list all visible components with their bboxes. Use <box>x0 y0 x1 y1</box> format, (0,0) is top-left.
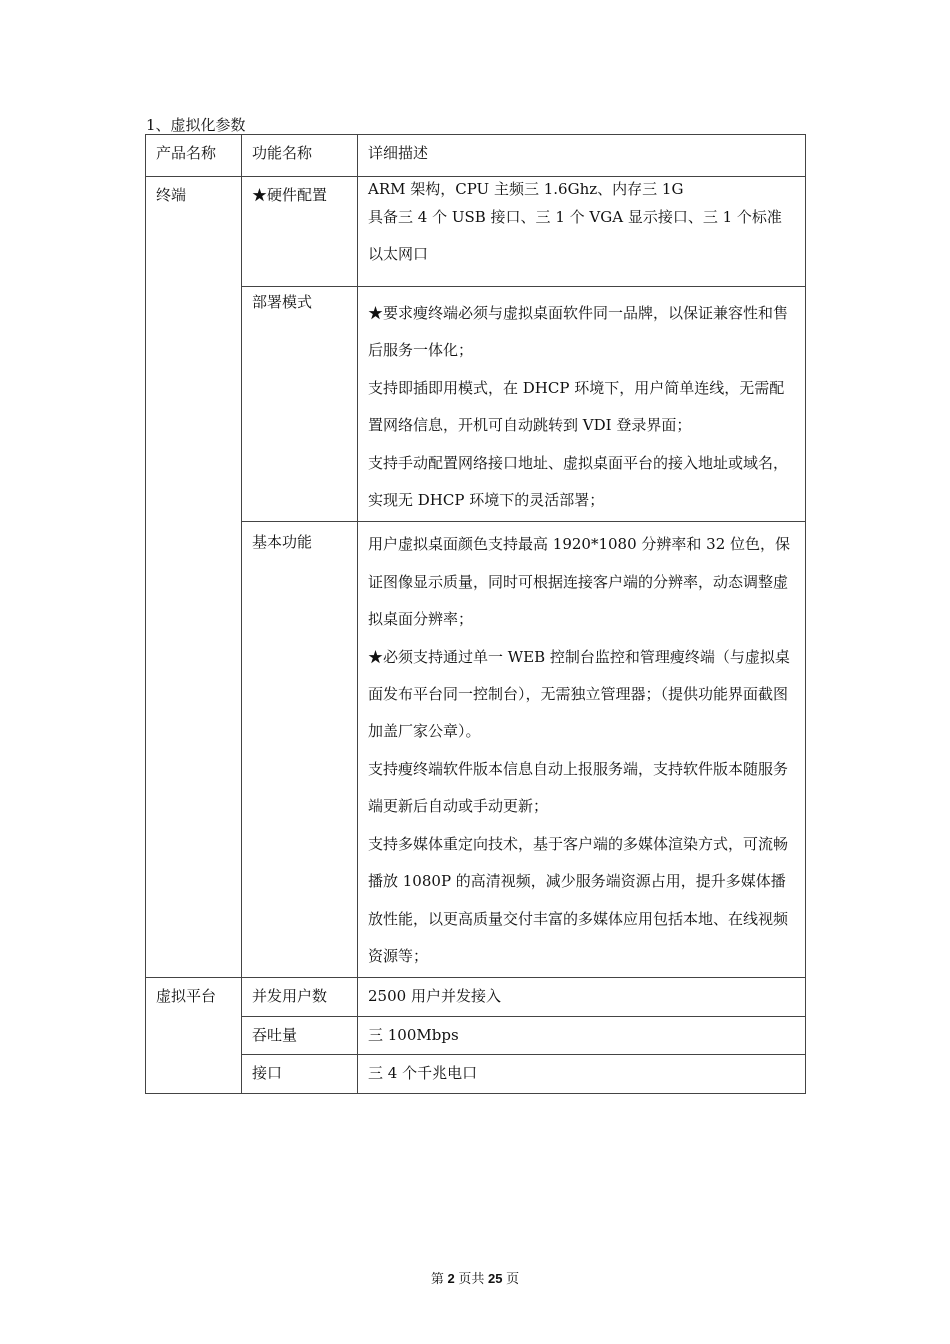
table-row <box>146 522 806 978</box>
description-paragraph: ★必须支持通过单一 WEB 控制台监控和管理瘦终端（与虚拟桌面发布平台同一控制台），无需独立管理器；（提供功能界面截图加盖厂家公章）。 <box>368 647 790 741</box>
table-row <box>146 1016 806 1054</box>
section-title: 1、虚拟化参数 <box>146 116 246 134</box>
footer-middle: 页共 <box>458 1271 485 1286</box>
header-function: 功能名称 <box>242 135 358 177</box>
page-footer <box>0 1268 950 1287</box>
product-platform: 虚拟平台 <box>146 978 242 1093</box>
description-paragraph: ★要求瘦终端必须与虚拟桌面软件同一品牌，以保证兼容性和售后服务一体化； <box>368 304 789 360</box>
description-paragraph: 支持即插即用模式，在 DHCP 环境下，用户简单连线，无需配置网络信息，开机可自动跳转到 VDI 登录界面； <box>368 378 785 435</box>
product-terminal: 终端 <box>146 177 242 978</box>
description-throughput: 三 100Mbps <box>358 1016 806 1054</box>
footer-total-pages: 25 <box>488 1271 503 1286</box>
footer-page-number: 2 <box>447 1271 455 1286</box>
spec-table <box>145 134 806 1094</box>
description-concurrent: 2500 用户并发接入 <box>358 978 806 1016</box>
function-interface: 接口 <box>242 1055 358 1093</box>
description-interface: 三 4 个千兆电口 <box>358 1055 806 1093</box>
function-deploy: 部署模式 <box>242 287 358 522</box>
function-hardware: ★硬件配置 <box>242 177 358 287</box>
hardware-line: ARM 架构，CPU 主频三 1.6Ghz、内存三 1G <box>368 180 684 198</box>
function-throughput: 吞吐量 <box>242 1016 358 1054</box>
function-basic: 基本功能 <box>242 522 358 978</box>
table-row <box>146 177 806 287</box>
description-paragraph: 支持瘦终端软件版本信息自动上报服务端，支持软件版本随服务端更新后自动或手动更新； <box>368 759 789 816</box>
hardware-line: 具备三 4 个 USB 接口、三 1 个 VGA 显示接口、三 1 个标准以太网口 <box>368 208 782 264</box>
table-row <box>146 287 806 522</box>
header-description: 详细描述 <box>358 135 806 177</box>
description-hardware <box>358 177 806 287</box>
description-deploy <box>358 287 806 522</box>
header-product: 产品名称 <box>146 135 242 177</box>
description-paragraph: 用户虚拟桌面颜色支持最高 1920*1080 分辨率和 32 位色，保证图像显示质量，同时可根据连接客户端的分辨率，动态调整虚拟桌面分辨率； <box>368 535 791 629</box>
description-basic <box>358 522 806 978</box>
table-row <box>146 1055 806 1093</box>
description-paragraph: 支持多媒体重定向技术，基于客户端的多媒体渲染方式，可流畅播放 1080P 的高清视频，减少服务端资源占用，提升多媒体播放性能，以更高质量交付丰富的多媒体应用包括本地、在线视频资源等； <box>368 834 789 965</box>
description-paragraph: 支持手动配置网络接口地址、虚拟桌面平台的接入地址或域名，实现无 DHCP 环境下的灵活部署； <box>368 453 789 510</box>
table-row <box>146 978 806 1016</box>
table-header-row <box>146 135 806 177</box>
footer-suffix: 页 <box>506 1271 520 1286</box>
footer-prefix: 第 <box>430 1271 444 1286</box>
function-concurrent: 并发用户数 <box>242 978 358 1016</box>
